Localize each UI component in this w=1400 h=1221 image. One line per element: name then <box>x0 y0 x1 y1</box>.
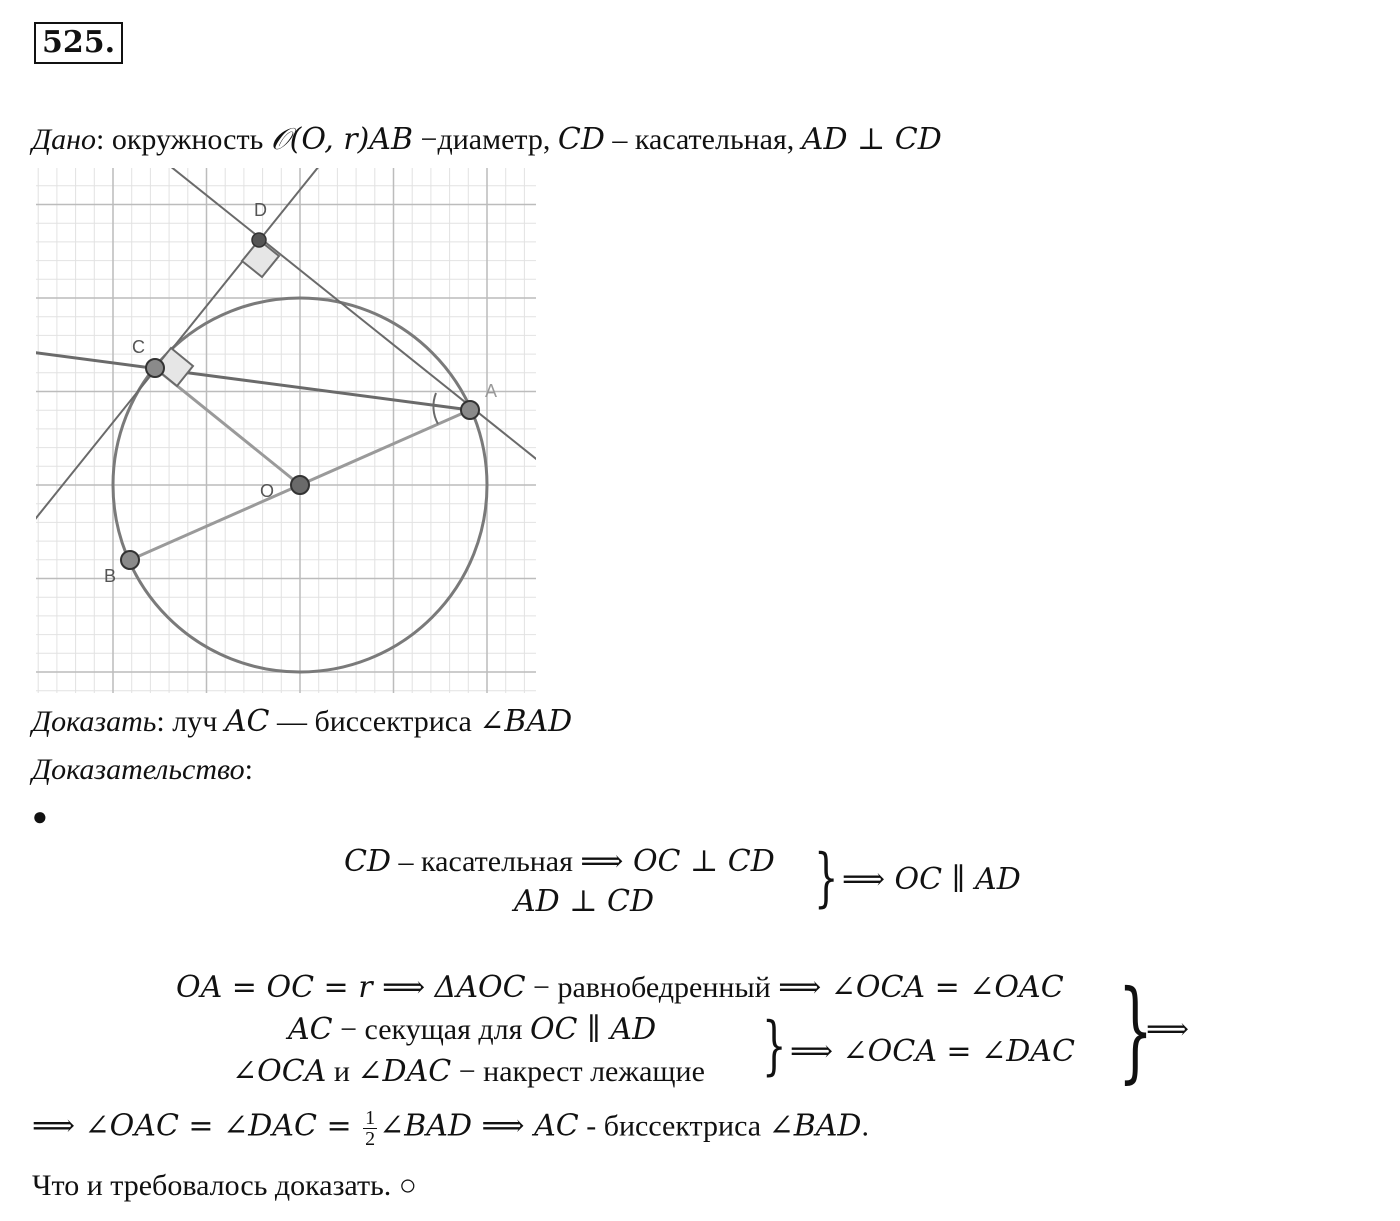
geometry-figure <box>0 0 560 700</box>
line-ad <box>150 150 540 462</box>
block1-brace: } <box>814 841 839 915</box>
angle-arc-a <box>433 393 438 424</box>
block2-inner-result: ⟹ ∠OCA = ∠DAC <box>790 1034 1075 1069</box>
block1-result: ⟹ OC ∥ AD <box>842 862 1021 897</box>
prove-line: Доказать: луч AC — биссектриса ∠BAD <box>32 704 573 739</box>
label-d: D <box>254 200 267 220</box>
given-label: Дано <box>32 123 96 156</box>
point-c <box>146 359 164 377</box>
block2-inner-brace: } <box>762 1009 787 1083</box>
problem-number: 525. <box>34 22 123 64</box>
bullet: ● <box>32 802 48 831</box>
point-o <box>291 476 309 494</box>
given-line: Дано: окружность 𝒪(O, r)AB −диаметр, CD – касательная, AD ⊥ CD <box>32 122 942 157</box>
label-a: A <box>485 381 498 401</box>
block2-outer-result: ⟹ <box>1146 1012 1190 1047</box>
point-a <box>461 401 479 419</box>
block2-line2: AC − секущая для OC ∥ AD <box>288 1012 657 1047</box>
line-ac <box>30 352 470 410</box>
point-b <box>121 551 139 569</box>
block2-line1: OA = OC = r ⟹ ΔAOC − равнобедренный ⟹ ∠OCA = ∠OAC <box>176 970 1064 1005</box>
prove-label: Доказать <box>32 705 157 738</box>
point-d <box>252 233 266 247</box>
proof-label: Доказательство: <box>32 753 253 786</box>
label-c: C <box>132 337 145 357</box>
label-o: O <box>260 481 275 501</box>
conclusion-line: ⟹ ∠OAC = ∠DAC = $\frac{1}{2}$ ∠BAD ⟹ AC - биссектриса ∠BAD. <box>32 1107 869 1150</box>
grid <box>36 168 536 693</box>
block2-line3: ∠OCA и ∠DAC − накрест лежащие <box>232 1054 705 1089</box>
fraction-one-half: $\frac{1}{2}$ <box>365 1107 376 1150</box>
block1-line1: CD – касательная ⟹ OC ⊥ CD <box>344 844 775 879</box>
qed-line: Что и требовалось доказать. ○ <box>32 1169 417 1202</box>
block2-outer-brace: } <box>1118 966 1153 1094</box>
label-b: B <box>104 566 117 586</box>
block1-line2: AD ⊥ CD <box>514 884 655 919</box>
